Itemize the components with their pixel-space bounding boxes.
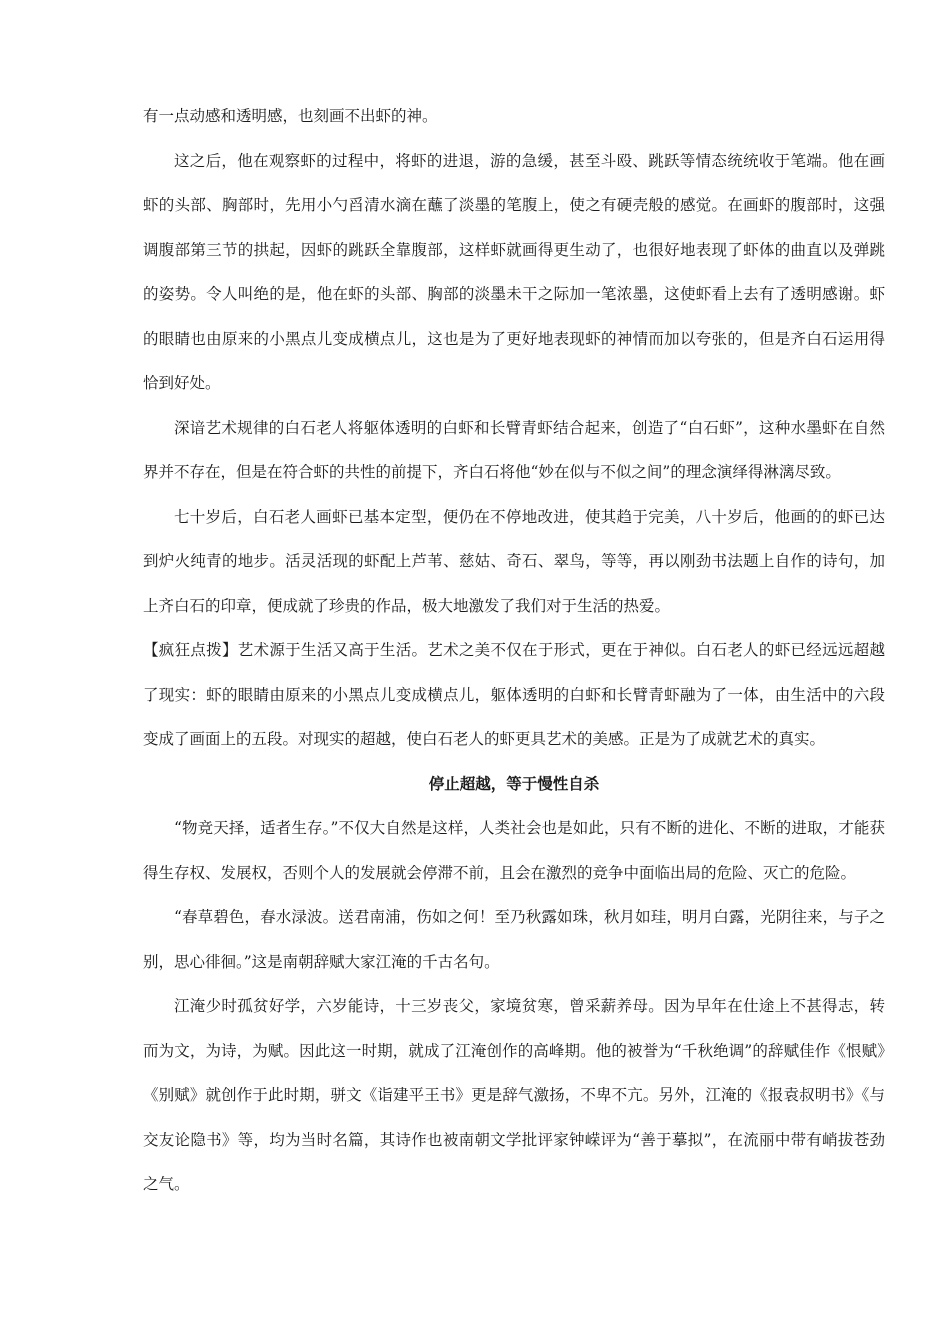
commentary-paragraph <box>143 628 885 762</box>
paragraph-survival: “物竞天择，适者生存。”不仅大自然是这样，人类社会也是如此，只有不断的进化、不断的进取，才能获得生存权、发展权，否则个人的发展就会停滞不前，且会在激烈的竞争中面临出局的危险、灭亡的危险。 <box>143 819 885 882</box>
paragraph-jiang-yan: 江淹少时孤贫好学，六岁能诗，十三岁丧父，家境贫寒，曾采薪养母。因为早年在仕途上不甚得志，转而为文，为诗，为赋。因此这一时期，就成了江淹创作的高峰期。他的被誉为“千秋绝调”的辞赋佳作《恨赋》《别赋》就创作于此时期，骈文《诣建平王书》更是辞气激扬，不卑不亢。另外，江淹的《报袁叔明书》《与交友论隐书》等，均为当时名篇，其诗作也被南朝文学批评家钟嵘评为“善于摹拟”，在流丽中带有峭拔苍劲之气。 <box>143 997 885 1193</box>
paragraph-quote: “春草碧色，春水渌波。送君南浦，伤如之何！至乃秋露如珠，秋月如珪，明月白露，光阴往来，与子之别，思心徘徊。”这是南朝辞赋大家江淹的千古名句。 <box>143 908 885 971</box>
paragraph-observation: 这之后，他在观察虾的过程中，将虾的进退，游的急缓，甚至斗殴、跳跃等情态统统收于笔端。他在画虾的头部、胸部时，先用小勺舀清水滴在蘸了淡墨的笔腹上，使之有硬壳般的感觉。在画虾的腹部时，这强调腹部第三节的拱起，因虾的跳跃全靠腹部，这样虾就画得更生动了，也很好地表现了虾体的曲直以及弹跳的姿势。令人叫绝的是，他在虾的头部、胸部的淡墨未干之际加一笔浓墨，这使虾看上去有了透明感谢。虾的眼睛也由原来的小黑点儿变成横点儿，这也是为了更好地表现虾的神情而加以夸张的，但是齐白石运用得恰到好处。 <box>143 151 885 392</box>
paragraph-after-seventy: 七十岁后，白石老人画虾已基本定型，便仍在不停地改进，使其趋于完美，八十岁后，他画的的虾已达到炉火纯青的地步。活灵活现的虾配上芦苇、慈姑、奇石、翠鸟，等等，再以刚劲书法题上自作的诗句，加上齐白石的印章，便成就了珍贵的作品，极大地激发了我们对于生活的热爱。 <box>143 507 885 615</box>
commentary-text: 艺术源于生活又高于生活。艺术之美不仅在于形式，更在于神似。白石老人的虾已经远远超越了现实：虾的眼睛由原来的小黑点儿变成横点儿，躯体透明的白虾和长臂青虾融为了一体，由生活中的六段变成了画面上的五段。对现实的超越，使白石老人的虾更具艺术的美感。正是为了成就艺术的真实。 <box>143 641 885 748</box>
paragraph-continued: 有一点动感和透明感，也刻画不出虾的神。 <box>143 107 438 125</box>
commentary-tag: 【疯狂点拨】 <box>143 641 238 659</box>
article-title: 停止超越，等于慢性自杀 <box>428 774 600 793</box>
document-page <box>143 94 885 1207</box>
paragraph-baishi-shrimp: 深谙艺术规律的白石老人将躯体透明的白虾和长臂青虾结合起来，创造了“白石虾”，这种水墨虾在自然界并不存在，但是在符合虾的共性的前提下，齐白石将他“妙在似与不似之间”的理念演绎得淋漓尽致。 <box>143 418 885 481</box>
